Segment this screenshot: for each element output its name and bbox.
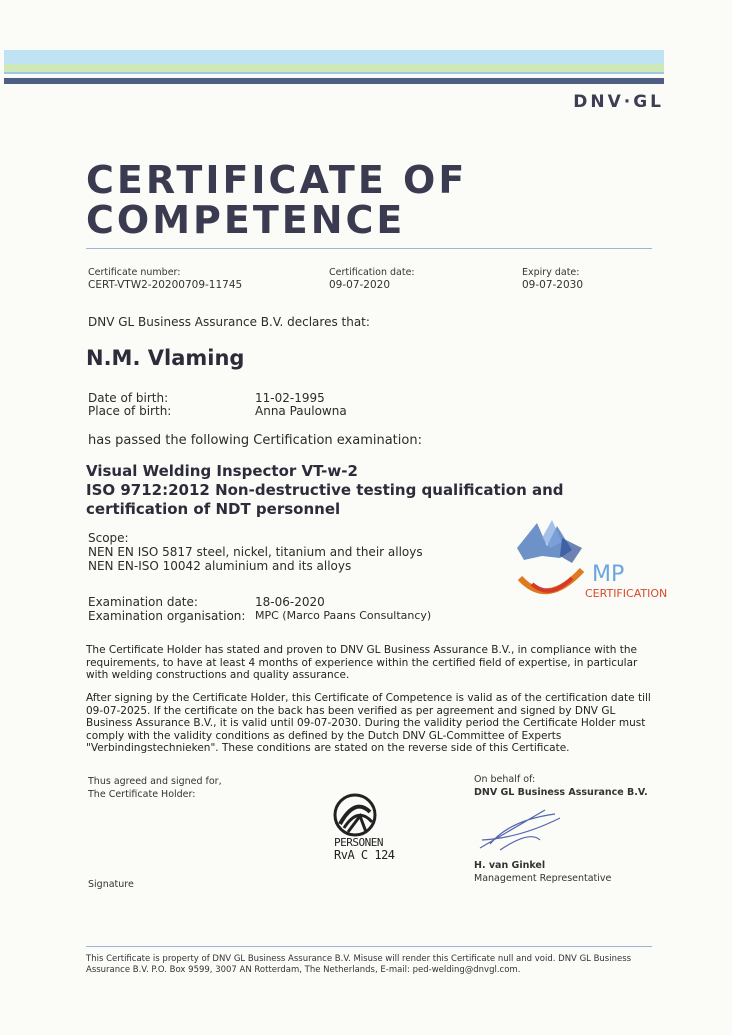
signer-name: H. van Ginkel: [474, 860, 546, 871]
exam-org-value: MPC (Marco Paans Consultancy): [255, 609, 432, 622]
holder-name: N.M. Vlaming: [86, 346, 245, 370]
passed-text: has passed the following Certification examination:: [88, 433, 422, 448]
dob-label: Date of birth:: [88, 391, 169, 405]
on-behalf-label: On behalf of:: [474, 774, 536, 785]
cert-date-value: 09-07-2020: [329, 279, 391, 291]
mp-logo-tagline: CERTIFICATION: [585, 587, 668, 600]
dob-value: 11-02-1995: [255, 391, 325, 405]
signer-role: Management Representative: [474, 873, 612, 884]
rva-logo-line-1: PERSONEN: [334, 836, 383, 849]
scope-line-2: NEN EN-ISO 10042 aluminium and its alloys: [88, 559, 352, 573]
cert-number-block: [88, 266, 242, 292]
footer-text: This Certificate is property of DNV GL Business Assurance B.V. Misuse will render this Certificate null and void. DNV GL Business Assurance B.V. P.O. Box 9599, 3007 AN Rotterdam, The Netherlands, E-mail: ped-welding@dnvgl.com.: [86, 954, 632, 975]
header-stripe-light-blue: [4, 50, 664, 64]
rva-accreditation-icon: [330, 792, 380, 838]
signature-drawing: [470, 800, 570, 855]
exam-date-label: Examination date:: [88, 595, 198, 609]
signed-for-line-2: The Certificate Holder:: [88, 789, 196, 800]
cert-date-label: Certification date:: [329, 267, 415, 278]
title-rule: [86, 248, 652, 249]
mp-logo-letters: MP: [592, 562, 625, 587]
signature-label: Signature: [88, 879, 134, 890]
signed-for-line-1: Thus agreed and signed for,: [88, 776, 222, 787]
dnvgl-logo: DNV·GL: [573, 92, 664, 112]
title-line-2: COMPETENCE: [86, 198, 406, 242]
exam-title-2: ISO 9712:2012 Non-destructive testing qualification and: [86, 481, 564, 499]
footer-rule: [86, 946, 652, 947]
header-stripe-green: [4, 64, 664, 72]
exam-title-3: certification of NDT personnel: [86, 500, 341, 518]
signed-for-block: [88, 775, 222, 801]
header-stripe-navy: [4, 78, 664, 84]
expiry-date-value: 09-07-2030: [522, 279, 584, 291]
signer-block: [474, 859, 611, 885]
pob-value: Anna Paulowna: [255, 404, 347, 418]
on-behalf-block: [474, 773, 648, 799]
scope-line-1: NEN EN ISO 5817 steel, nickel, titanium and their alloys: [88, 545, 423, 559]
exam-org-label: Examination organisation:: [88, 609, 246, 623]
expiry-date-label: Expiry date:: [522, 267, 580, 278]
exam-date-value: 18-06-2020: [255, 595, 325, 609]
pob-label: Place of birth:: [88, 404, 172, 418]
title-line-1: CERTIFICATE OF: [86, 158, 468, 202]
header-stripe-thin-blue: [4, 72, 664, 74]
rva-logo-text: [334, 837, 395, 861]
rva-logo-line-2: RvA C 124: [334, 848, 395, 862]
certificate-title: [86, 160, 467, 240]
on-behalf-org: DNV GL Business Assurance B.V.: [474, 787, 648, 798]
scope-label: Scope:: [88, 531, 129, 545]
declares-text: DNV GL Business Assurance B.V. declares that:: [88, 315, 370, 329]
validity-paragraph: After signing by the Certificate Holder, this Certificate of Competence is valid as of the certification date till 09-07-2025. If the certificate on the back has been verified as per agreement and signed by DNV GL Business Assurance B.V., it is valid until 09-07-2030. During the validity period the Certificate Holder must comply with the validity conditions as defined by the Dutch DNV GL-Committee of Experts "Verbindingstechnieken". These conditions are stated on the reverse side of this Certificate.: [86, 692, 651, 754]
cert-date-block: [329, 266, 415, 292]
experience-paragraph: The Certificate Holder has stated and proven to DNV GL Business Assurance B.V., in compliance with the requirements, to have at least 4 months of experience within the certified field of expertise, in particular with welding constructions and quality assurance.: [86, 644, 638, 681]
expiry-date-block: [522, 266, 583, 292]
cert-number-value: CERT-VTW2-20200709-11745: [88, 279, 243, 291]
cert-number-label: Certificate number:: [88, 267, 181, 278]
exam-title-1: Visual Welding Inspector VT-w-2: [86, 462, 358, 480]
